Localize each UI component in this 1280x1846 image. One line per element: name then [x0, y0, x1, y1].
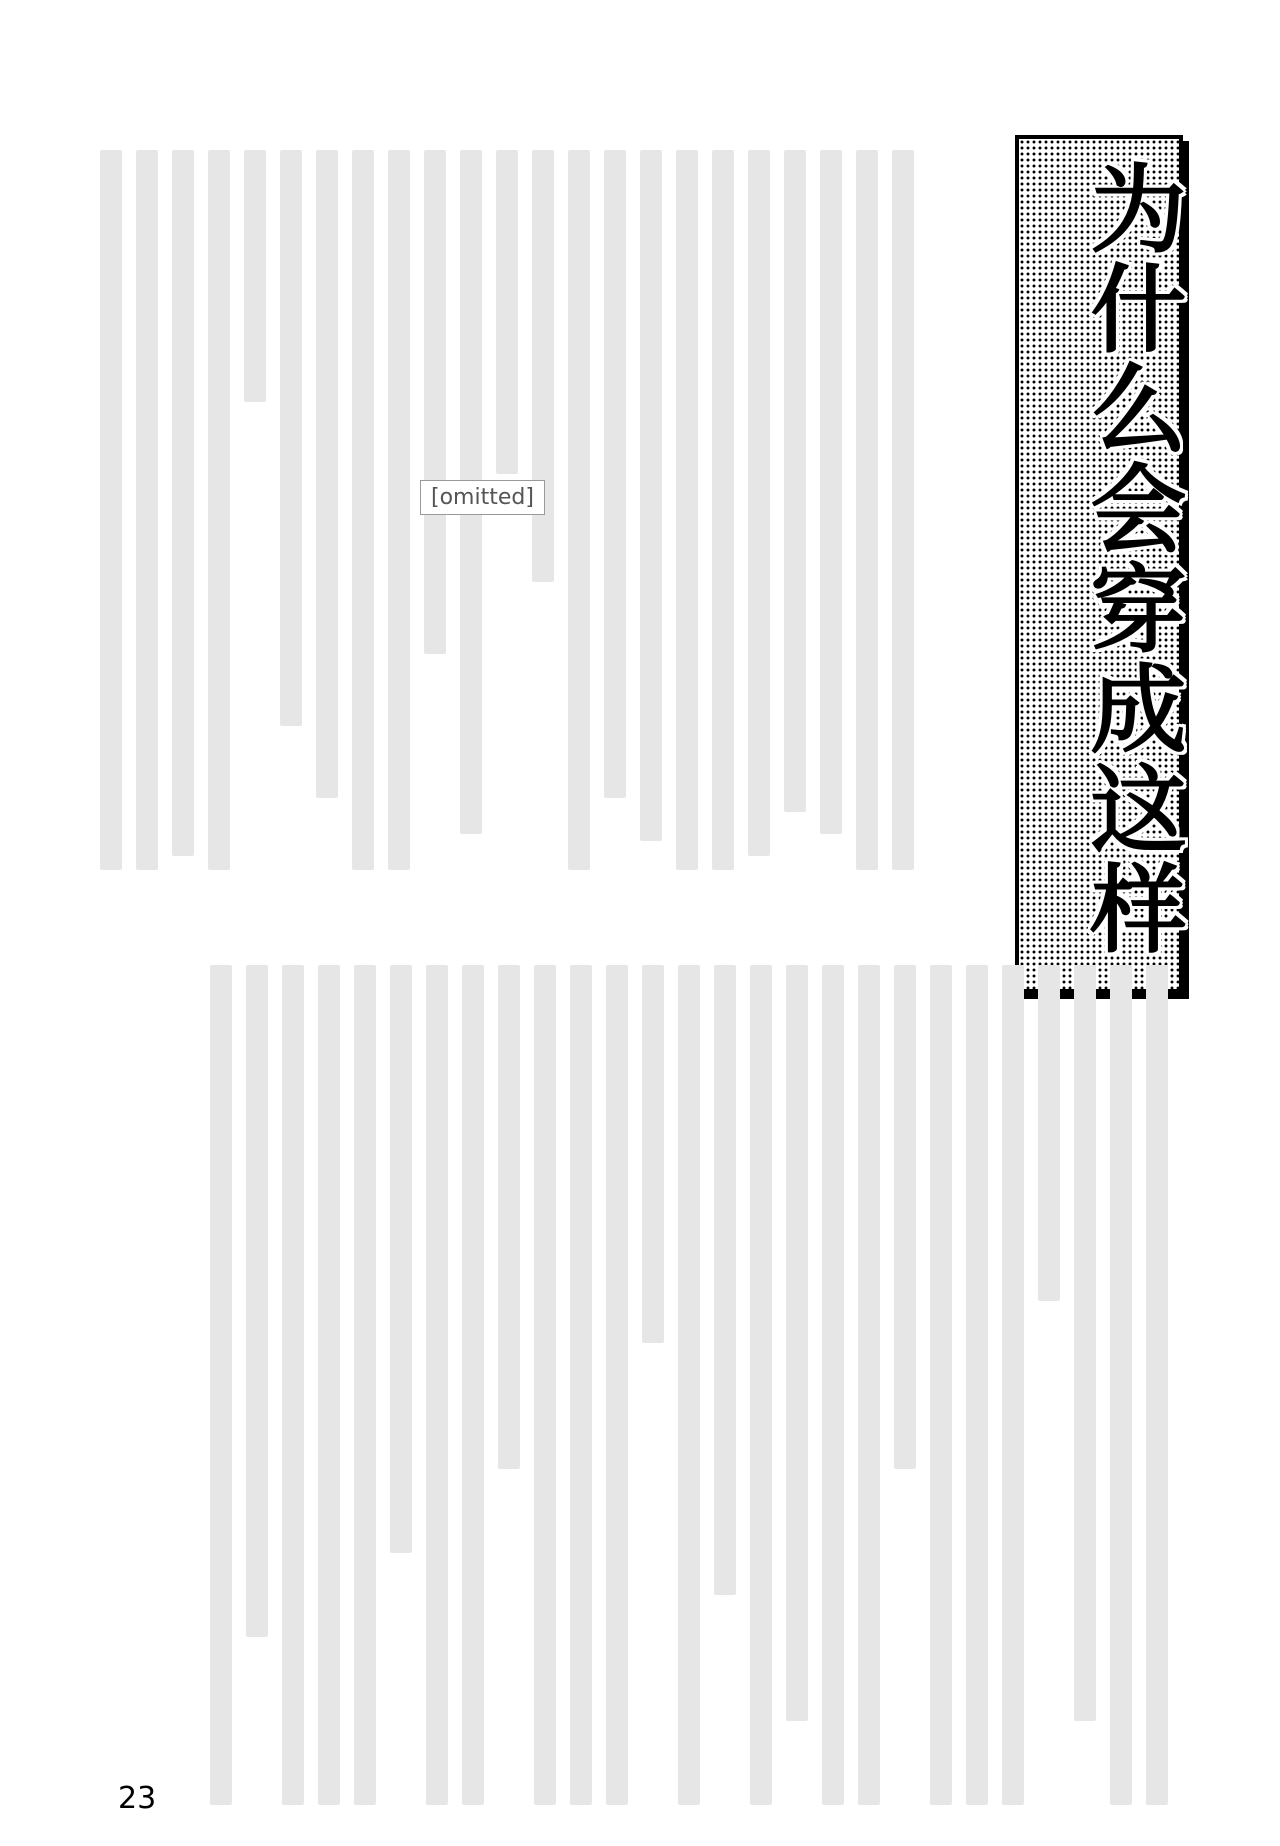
redacted-text-column [750, 965, 772, 1805]
redacted-text-column [172, 150, 194, 856]
redaction-note: [omitted] [420, 480, 545, 515]
chapter-title: 为什么会穿成这样 [1075, 159, 1187, 959]
redacted-text-column [318, 965, 340, 1805]
redacted-text-column [784, 150, 806, 812]
redacted-text-column [712, 150, 734, 870]
redacted-text-column [424, 150, 446, 654]
redacted-text-column [966, 965, 988, 1805]
redacted-text-column [604, 150, 626, 798]
redacted-text-column [100, 150, 122, 870]
redacted-text-column [570, 965, 592, 1805]
redacted-text-column [532, 150, 554, 582]
redacted-text-column [858, 965, 880, 1805]
body-text-lower-redacted [210, 965, 1168, 1805]
redacted-text-column [496, 150, 518, 474]
redacted-text-column [210, 965, 232, 1805]
redacted-text-column [246, 965, 268, 1637]
redacted-text-column [390, 965, 412, 1553]
redacted-text-column [426, 965, 448, 1805]
redacted-text-column [1038, 965, 1060, 1301]
redacted-text-column [856, 150, 878, 870]
redacted-text-column [1146, 965, 1168, 1805]
redacted-text-column [714, 965, 736, 1595]
redacted-text-column [280, 150, 302, 726]
redacted-text-column [388, 150, 410, 870]
redacted-text-column [1002, 965, 1024, 1805]
redacted-text-column [640, 150, 662, 841]
redacted-text-column [786, 965, 808, 1721]
redacted-text-column [498, 965, 520, 1469]
redacted-text-column [642, 965, 664, 1343]
redacted-text-column [136, 150, 158, 870]
redacted-text-column [748, 150, 770, 856]
redacted-text-column [822, 965, 844, 1805]
redacted-text-column [892, 150, 914, 870]
redacted-text-column [820, 150, 842, 834]
redacted-text-column [244, 150, 266, 402]
redacted-text-column [462, 965, 484, 1805]
redacted-text-column [316, 150, 338, 798]
redacted-text-column [568, 150, 590, 870]
redacted-text-column [930, 965, 952, 1805]
redacted-text-column [894, 965, 916, 1469]
page-number: 23 [118, 1781, 157, 1816]
redacted-text-column [534, 965, 556, 1805]
redacted-text-column [1074, 965, 1096, 1721]
redacted-text-column [606, 965, 628, 1805]
chapter-title-box [1015, 135, 1187, 993]
redacted-text-column [676, 150, 698, 870]
redacted-text-column [208, 150, 230, 870]
redacted-text-column [678, 965, 700, 1805]
redacted-text-column [1110, 965, 1132, 1805]
redacted-text-column [352, 150, 374, 870]
redacted-text-column [282, 965, 304, 1805]
redacted-text-column [354, 965, 376, 1805]
